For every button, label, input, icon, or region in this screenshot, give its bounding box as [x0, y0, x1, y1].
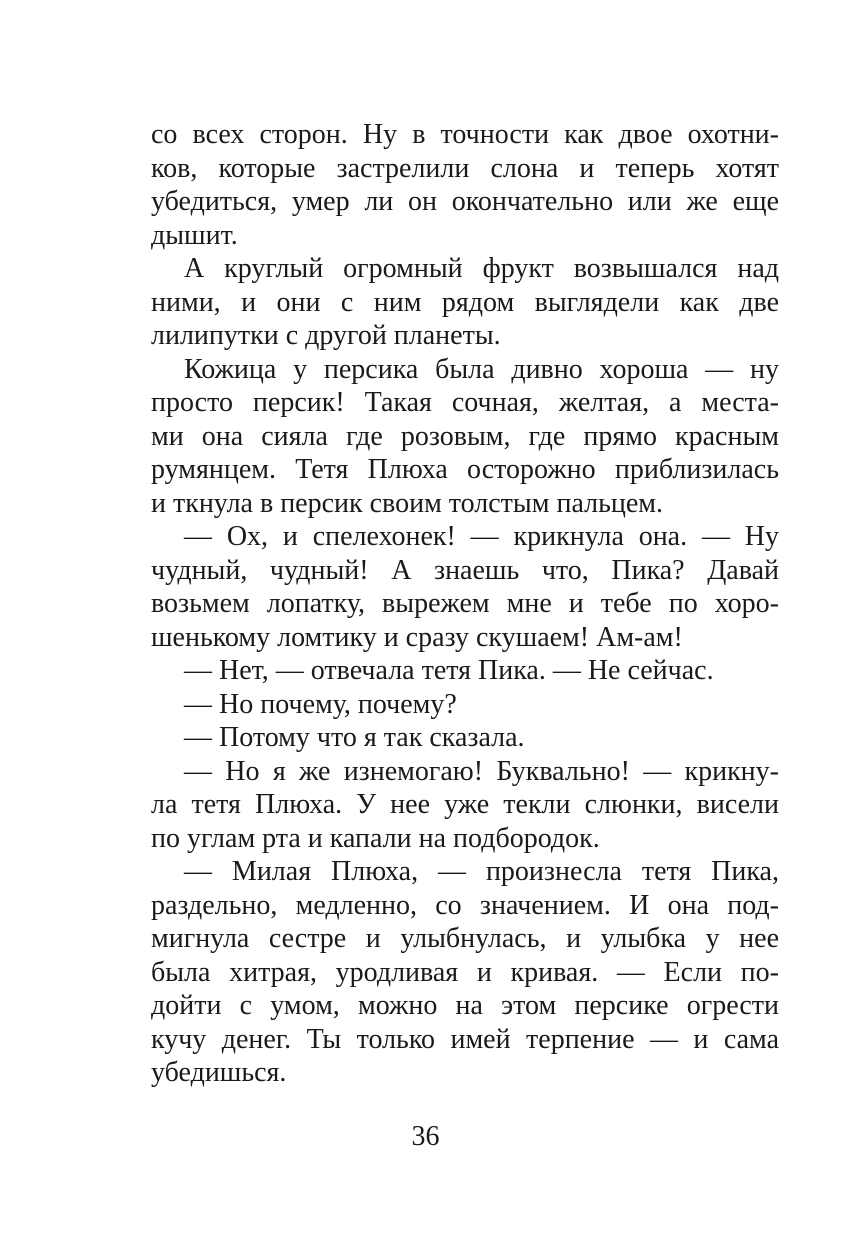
- text-line: ми она сияла где розовым, где прямо красным: [151, 420, 779, 452]
- text-line: ла тетя Плюха. У нее уже текли слюнки, висели: [151, 789, 779, 820]
- text-line: шенькому ломтику и сразу скушаем! Ам-ам!: [151, 621, 683, 653]
- text-line: мигнула сестре и улыбнулась, и улыбка у нее: [151, 923, 779, 954]
- text-line: раздельно, медленно, со значением. И она под-: [151, 889, 779, 921]
- text-line: Кожица у персика была дивно хороша — ну: [184, 353, 779, 385]
- text-line: убедишься.: [151, 1057, 287, 1088]
- text-line: возьмем лопатку, вырежем мне и тебе по хоро-: [151, 588, 779, 619]
- text-line: кучу денег. Ты только имей терпение — и сама: [151, 1023, 779, 1055]
- text-line: — Но я же изнемогаю! Буквально! — крикну-: [184, 755, 779, 787]
- text-line: — Милая Плюха, — произнесла тетя Пика,: [184, 856, 779, 887]
- text-line: ков, которые застрелили слона и теперь хотят: [151, 152, 779, 184]
- text-line: — Но почему, почему?: [184, 688, 457, 720]
- text-line: со всех сторон. Ну в точности как двое охотни-: [151, 119, 779, 150]
- body-text: [151, 118, 779, 1090]
- text-line: была хитрая, уродливая и кривая. — Если по-: [151, 956, 779, 988]
- text-line: чудный, чудный! А знаешь что, Пика? Давай: [151, 554, 779, 586]
- text-line: убедиться, умер ли он окончательно или же еще: [151, 186, 779, 217]
- text-line: — Нет, — отвечала тетя Пика. — Не сейчас.: [184, 655, 714, 686]
- text-line: лилипутки с другой планеты.: [151, 320, 501, 351]
- text-line: ними, и они с ним рядом выглядели как две: [151, 286, 779, 318]
- text-line: румянцем. Тетя Плюха осторожно приблизилась: [151, 454, 779, 485]
- page-number: 36: [411, 1121, 440, 1152]
- text-line: — Потому что я так сказала.: [184, 722, 525, 753]
- text-line: А круглый огромный фрукт возвышался над: [184, 253, 779, 284]
- text-line: просто персик! Такая сочная, желтая, а места-: [151, 387, 779, 418]
- text-line: — Ох, и спелехонек! — крикнула она. — Ну: [184, 521, 779, 552]
- text-line: дышит.: [151, 219, 238, 251]
- text-line: по углам рта и капали на подбородок.: [151, 822, 600, 854]
- text-line: дойти с умом, можно на этом персике огрести: [151, 990, 779, 1021]
- text-line: и ткнула в персик своим толстым пальцем.: [151, 487, 663, 519]
